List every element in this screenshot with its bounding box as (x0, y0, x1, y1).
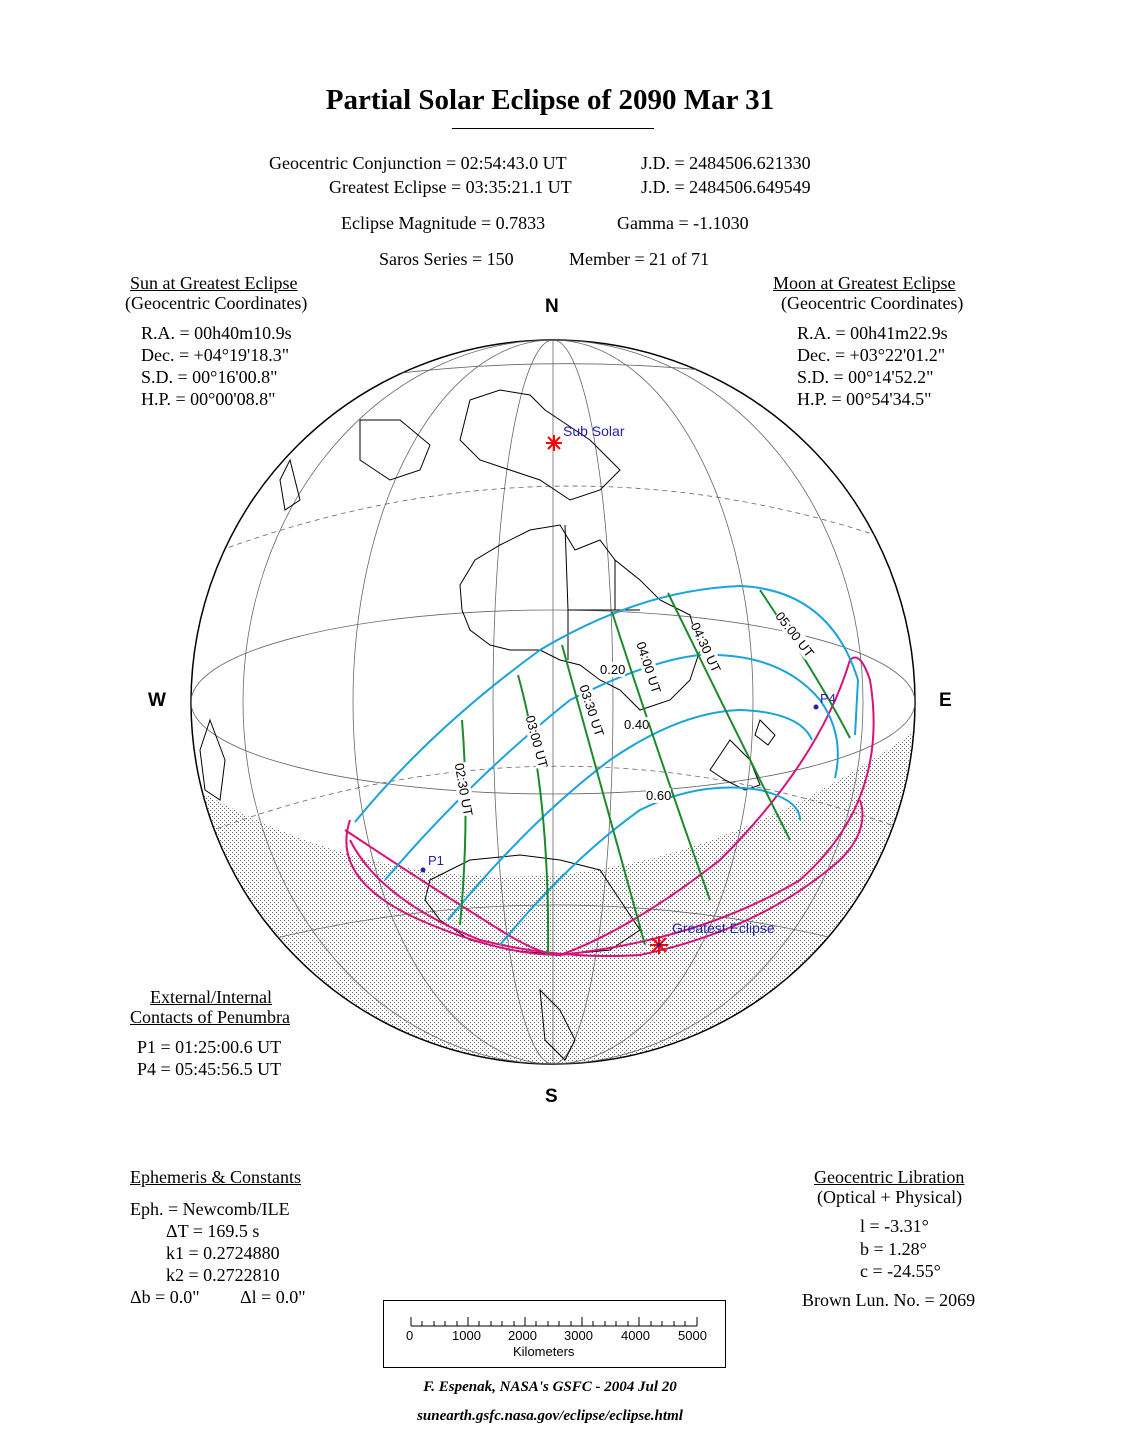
ephemeris-delta-l: Δl = 0.0" (240, 1287, 306, 1307)
brown-lunation: Brown Lun. No. = 2069 (802, 1290, 976, 1310)
time-label-0300: 03:00 UT (522, 713, 551, 770)
sun-hp: H.P. = 00°00'08.8" (141, 389, 276, 409)
conjunction-time: Geocentric Conjunction = 02:54:43.0 UT (269, 153, 567, 173)
scale-tick-5000: 5000 (678, 1328, 707, 1343)
moon-ra: R.A. = 00h41m22.9s (797, 323, 948, 343)
greatest-eclipse-marker (650, 936, 668, 954)
contacts-heading-1: External/Internal (150, 987, 272, 1007)
time-label-0500: 05:00 UT (772, 608, 818, 661)
scale-tick-1000: 1000 (452, 1328, 481, 1343)
ephemeris-delta-t: ΔT = 169.5 s (166, 1221, 260, 1241)
ephemeris-delta-b: Δb = 0.0" (130, 1287, 200, 1307)
sub-solar-label: Sub Solar (563, 423, 625, 439)
greatest-eclipse-time: Greatest Eclipse = 03:35:21.1 UT (329, 177, 572, 197)
contact-p1: P1 = 01:25:00.6 UT (137, 1037, 282, 1057)
time-label-0330: 03:30 UT (576, 682, 608, 739)
time-label-0400: 04:00 UT (633, 639, 665, 696)
credit-author: F. Espenak, NASA's GSFC - 2004 Jul 20 (423, 1379, 677, 1395)
ephemeris-eph: Eph. = Newcomb/ILE (130, 1199, 290, 1219)
p1-marker (421, 868, 426, 873)
moon-hp: H.P. = 00°54'34.5" (797, 389, 932, 409)
libration-c: c = -24.55° (860, 1261, 941, 1281)
scale-tick-3000: 3000 (564, 1328, 593, 1343)
scale-unit: Kilometers (513, 1344, 575, 1359)
sun-dec: Dec. = +04°19'18.3" (141, 345, 290, 365)
greatest-eclipse-jd: J.D. = 2484506.649549 (641, 177, 811, 197)
night-region (180, 720, 930, 1080)
mag-label-060: 0.60 (646, 788, 672, 803)
scale-tick-4000: 4000 (621, 1328, 650, 1343)
libration-subheading: (Optical + Physical) (817, 1187, 963, 1207)
p4-label: P4 (820, 691, 836, 706)
eclipse-magnitude: Eclipse Magnitude = 0.7833 (341, 213, 546, 233)
compass-west: W (148, 690, 166, 711)
time-label-0230: 02:30 UT (451, 761, 476, 818)
compass-east: E (939, 690, 952, 711)
contacts-heading-2: Contacts of Penumbra (130, 1007, 290, 1027)
moon-sd: S.D. = 00°14'52.2" (797, 367, 934, 387)
compass-south: S (545, 1086, 558, 1107)
sun-subheading: (Geocentric Coordinates) (125, 293, 308, 313)
sub-solar-marker (546, 435, 562, 451)
sun-sd: S.D. = 00°16'00.8" (141, 367, 278, 387)
moon-subheading: (Geocentric Coordinates) (781, 293, 964, 313)
p4-marker (814, 705, 819, 710)
contact-p4: P4 = 05:45:56.5 UT (137, 1059, 282, 1079)
ephemeris-k2: k2 = 0.2722810 (166, 1265, 280, 1285)
moon-heading: Moon at Greatest Eclipse (773, 273, 956, 293)
p1-label: P1 (428, 853, 444, 868)
time-label-0430: 04:30 UT (687, 620, 724, 675)
scale-tick-2000: 2000 (508, 1328, 537, 1343)
scale-tick-0: 0 (406, 1328, 414, 1343)
gamma-value: Gamma = -1.1030 (617, 213, 749, 233)
greatest-eclipse-label: Greatest Eclipse (672, 920, 775, 936)
ephemeris-k1: k1 = 0.2724880 (166, 1243, 280, 1263)
libration-b: b = 1.28° (860, 1239, 927, 1259)
page-title: Partial Solar Eclipse of 2090 Mar 31 (325, 84, 775, 116)
sun-heading: Sun at Greatest Eclipse (130, 273, 298, 293)
compass-north: N (545, 296, 559, 317)
conjunction-jd: J.D. = 2484506.621330 (641, 153, 811, 173)
libration-l: l = -3.31° (860, 1216, 929, 1236)
credit-url: sunearth.gsfc.nasa.gov/eclipse/eclipse.html (417, 1408, 683, 1424)
libration-heading: Geocentric Libration (814, 1167, 965, 1187)
ephemeris-heading: Ephemeris & Constants (130, 1167, 301, 1187)
sun-ra: R.A. = 00h40m10.9s (141, 323, 292, 343)
mag-label-020: 0.20 (600, 662, 626, 677)
saros-series: Saros Series = 150 (379, 249, 514, 269)
moon-dec: Dec. = +03°22'01.2" (797, 345, 946, 365)
mag-label-040: 0.40 (624, 717, 650, 732)
saros-member: Member = 21 of 71 (569, 249, 710, 269)
